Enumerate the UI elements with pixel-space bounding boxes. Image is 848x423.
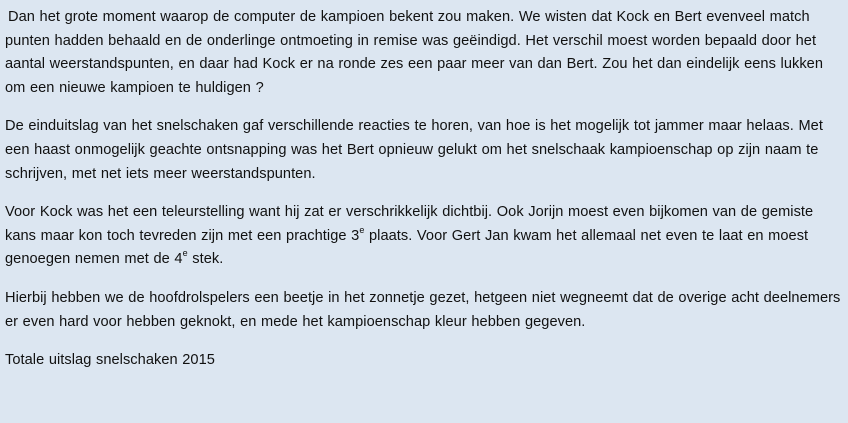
paragraph-result: De einduitslag van het snelschaken gaf verschillende reacties te horen, van hoe is het mogelijk tot jammer maar helaas. Met een haast onmogelijk geachte ontsnapping was het Bert opnieuw gelukt om het snelschaak kampioenschap op zijn naam te schrijven, met net iets meer weerstandspunten.: [5, 118, 823, 182]
ordinal-suffix-third: e: [359, 224, 365, 235]
paragraph-runners-up-text-2: plaats. Voor Gert Jan kwam het allemaal net even te laat en moest genoegen nemen met de 4: [5, 227, 809, 268]
paragraph-runners-up-text-1: Voor Kock was het een teleurstelling want hij zat er verschrikkelijk dichtbij. Ook Jorijn moest even bijkomen van de gemiste kans maar kon toch tevreden zijn met een prachtige 3: [5, 204, 814, 244]
paragraph-runners-up: [5, 201, 842, 272]
paragraph-acknowledgement: Hierbij hebben we de hoofdrolspelers een beetje in het zonnetje gezet, hetgeen niet wegneemt dat de overige acht deelnemers er even hard voor hebben geknokt, en mede het kampioenschap kleur hebben gegeven.: [5, 289, 841, 330]
paragraph-intro: Dan het grote moment waarop de computer de kampioen bekent zou maken. We wisten dat Kock en Bert evenveel match punten hadden behaald en de onderlinge ontmoeting in remise was geëindigd. Het verschil moest worden bepaald door het aantal weerstandspunten, en daar had Kock er na ronde zes een paar meer van dan Bert. Zou het dan eindelijk eens lukken om een nieuwe kampioen te huldigen ?: [5, 9, 824, 96]
results-heading: Totale uitslag snelschaken 2015: [5, 352, 215, 369]
ordinal-suffix-fourth: e: [182, 248, 188, 259]
paragraph-runners-up-text-3: stek.: [187, 251, 224, 268]
